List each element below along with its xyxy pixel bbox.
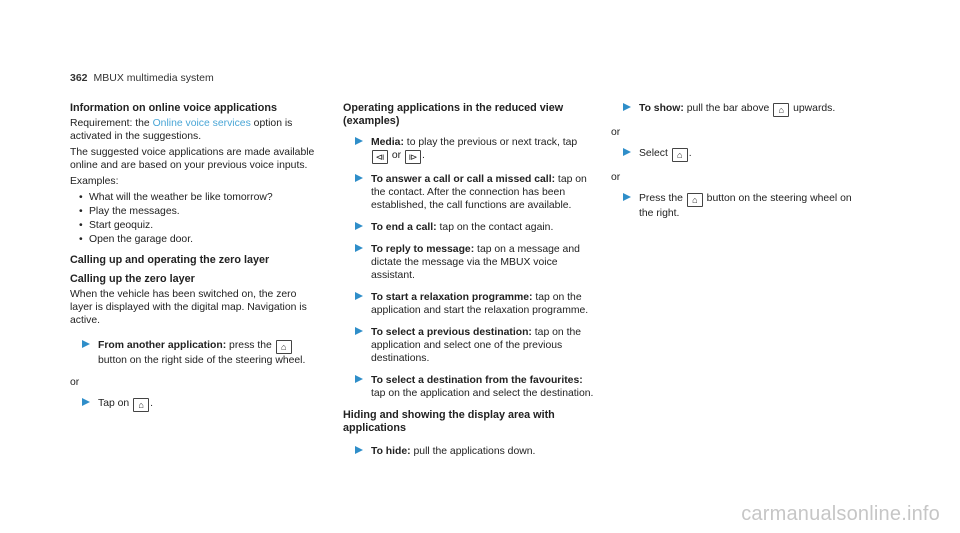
step-arrow-icon (623, 148, 631, 156)
step-arrow-icon (355, 446, 363, 454)
step-previous-destination: To select a previous destination: tap on the application and select one of the previous destinations. (343, 326, 598, 365)
page-number: 362 (70, 72, 88, 84)
list-item: • Play the messages. (79, 205, 320, 218)
step-tap-home: Tap on ⌂ . (70, 397, 320, 412)
examples-label: Examples: (70, 176, 119, 187)
step-arrow-icon (355, 375, 363, 383)
examples-list (70, 191, 320, 246)
or-text: or (611, 127, 621, 138)
list-item: • Start geoquiz. (79, 219, 320, 232)
step-arrow-icon (355, 244, 363, 252)
or-text: or (611, 172, 621, 183)
home-icon: ⌂ (672, 148, 688, 162)
step-arrow-icon (82, 340, 90, 348)
next-track-icon: ⧐ (405, 150, 421, 164)
requirement-text: Requirement: the Online voice services option is activated in the suggestions. (70, 118, 293, 142)
calling-text: When the vehicle has been switched on, the zero layer is displayed with the digital map. Navigation is active. (70, 289, 307, 326)
list-item: • What will the weather be like tomorrow? (79, 191, 320, 204)
calling-subheading: Calling up the zero layer (70, 273, 195, 285)
page-header (70, 72, 214, 85)
step-answer-call: To answer a call or call a missed call: tap on the contact. After the connection has been established, the call functions are available. (343, 173, 598, 212)
info-heading: Information on online voice applications (70, 102, 277, 114)
step-relaxation: To start a relaxation programme: tap on the application and start the relaxation programme. (343, 291, 598, 317)
step-show: To show: pull the bar above ⌂ upwards. (611, 102, 866, 117)
step-arrow-icon (355, 327, 363, 335)
step-arrow-icon (623, 103, 631, 111)
home-icon: ⌂ (276, 340, 292, 354)
home-icon: ⌂ (773, 103, 789, 117)
step-hide: To hide: pull the applications down. (343, 445, 598, 458)
step-select-home: Select ⌂ . (611, 147, 866, 162)
manual-title: MBUX multimedia system (93, 72, 214, 84)
step-end-call: To end a call: tap on the contact again. (343, 221, 598, 234)
step-arrow-icon (355, 292, 363, 300)
step-arrow-icon (355, 137, 363, 145)
hide-show-heading: Hiding and showing the display area with applications (343, 409, 555, 434)
reduced-view-heading: Operating applications in the reduced view (examples) (343, 102, 564, 127)
home-icon: ⌂ (687, 193, 703, 207)
column-left (70, 102, 320, 421)
suggested-text: The suggested voice applications are made available online and are based on your previous voice inputs. (70, 147, 315, 171)
previous-track-icon: ⧏ (372, 150, 388, 164)
online-voice-services-link[interactable]: Online voice services (152, 118, 251, 129)
watermark: carmanualsonline.info (741, 503, 940, 525)
home-icon: ⌂ (133, 398, 149, 412)
column-middle (343, 102, 598, 467)
step-press-home-button: Press the ⌂ button on the steering wheel on the right. (611, 192, 866, 220)
step-arrow-icon (355, 222, 363, 230)
step-favourites: To select a destination from the favourites: tap on the application and select the destination. (343, 374, 598, 400)
step-from-another-app: From another application: press the ⌂ button on the right side of the steering wheel. (70, 339, 320, 367)
step-arrow-icon (82, 398, 90, 406)
column-right (611, 102, 866, 229)
step-arrow-icon (623, 193, 631, 201)
step-reply-message: To reply to message: tap on a message and dictate the message via the MBUX voice assistant. (343, 243, 598, 282)
list-item: • Open the garage door. (79, 233, 320, 246)
or-text: or (70, 377, 80, 388)
step-arrow-icon (355, 174, 363, 182)
calling-heading: Calling up and operating the zero layer (70, 254, 270, 266)
step-media: Media: to play the previous or next track, tap ⧏ or ⧐ . (343, 136, 598, 164)
